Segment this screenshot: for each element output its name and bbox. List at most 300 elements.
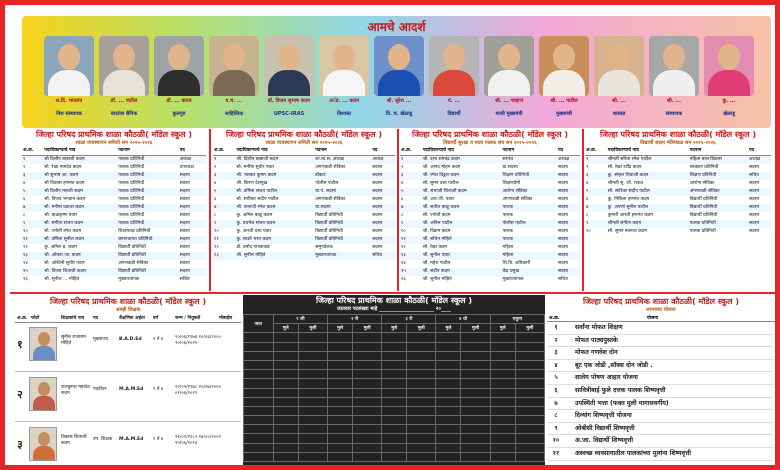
teacher-name: राजकुमार महादेव कदम: [61, 385, 90, 396]
role-model-card: [372, 36, 426, 136]
table-cell: २: [401, 165, 404, 170]
enrollment-cell: [436, 406, 461, 415]
table-cell: पालक प्रतिनिधी: [117, 204, 179, 212]
scheme-item: [547, 360, 773, 373]
enrollment-cell: [515, 397, 544, 406]
table-cell: मुख्याध्यापक: [118, 277, 140, 282]
table-cell: आरोग्य सेविका: [689, 181, 715, 186]
table-cell: सदस्य: [749, 181, 760, 186]
table-cell: शिक्षणतज्ञ प्रतिनिधी: [118, 229, 151, 234]
table-cell: १६: [23, 277, 28, 282]
role-model-name: श्री. ... पाटील: [550, 98, 578, 104]
enrollment-cell: [490, 452, 515, 461]
scheme-item: [547, 435, 773, 448]
role-model-description: मुख्यमंत्री: [556, 111, 572, 117]
table-cell: श्री. सुनील ... मोहिते: [44, 277, 80, 282]
teacher-dates: ११/०२/१९८२ १४/०८/२००९ १५/०६/२०२३: [175, 435, 221, 446]
enrollment-cell: [490, 379, 515, 388]
table-row: [213, 188, 395, 196]
teacher-class: १ ते ४: [153, 337, 164, 342]
table-cell: अंगणवाडी सेविका: [689, 188, 748, 196]
table-cell: सदस्य: [749, 213, 760, 218]
enrollment-cell: [353, 416, 382, 425]
table-cell: सदस्य: [748, 188, 771, 196]
role-model-description: वि. च. खेळाडू: [385, 111, 413, 117]
table-cell: श्री. संभाजी शिवाजी कदम: [422, 188, 502, 196]
enrollment-cell: [515, 370, 544, 379]
enrollment-cell: [298, 370, 327, 379]
table-cell: सदस्य: [179, 245, 190, 250]
role-model-name: डॉ. ... पाटील: [110, 98, 138, 104]
benefit-schemes-panel: [547, 297, 775, 465]
role-model-description: निश संस्थापक: [56, 111, 82, 117]
table-cell: सौ. रेखा रवींद्र कदम: [607, 165, 642, 170]
enrollment-cell: [461, 416, 490, 425]
teacher-photo: [29, 377, 57, 411]
panel-subtitle: विद्यार्थी सुरक्षा व माता पालक संघ सन २०२५-२०२६: [443, 140, 537, 146]
enrollment-row: [244, 452, 545, 461]
table-cell: ग्रा.पं. सदस्य: [314, 188, 371, 196]
enrollment-cell: [382, 397, 407, 406]
table-cell: ग्रामपंचायत प्रतिनिधी: [117, 236, 179, 244]
role-model-card: [427, 36, 481, 136]
committee-table: [213, 147, 395, 260]
table-cell: कु. अनिल बाळू कदम: [236, 213, 273, 218]
enrollment-cell: [328, 452, 353, 461]
enrollment-cell: [273, 360, 298, 369]
teacher-number: २: [17, 388, 23, 401]
enrollment-cell: [382, 342, 407, 351]
scheme-number: ७: [554, 399, 558, 407]
caste-wise-enrollment-table: [243, 295, 545, 465]
table-cell: विद्यार्थी प्रतिनिधी: [117, 252, 179, 260]
table-cell: ६: [401, 197, 404, 202]
table-cell: सौ. ज्योती रमेश कदम: [44, 229, 82, 234]
enrollment-row: [244, 351, 545, 360]
table-cell: पालक: [502, 229, 513, 234]
scheme-name: मोफत गणवेश दोन: [575, 349, 618, 357]
table-cell: महिला: [502, 252, 557, 260]
table-cell: ११: [400, 236, 422, 244]
enrollment-cell: [244, 434, 274, 443]
enrollment-cell: [273, 452, 298, 461]
table-cell: सदस्य: [557, 213, 568, 218]
scheme-item: [547, 372, 773, 385]
enrollment-cell: [353, 360, 382, 369]
enrollment-cell: [461, 397, 490, 406]
table-cell: सौ. सारिका संदीप पाटील: [236, 197, 279, 202]
teachers-header-cell: वर्ग: [153, 316, 159, 321]
table-row: [585, 164, 771, 172]
scheme-name: दिव्यांग शिष्यवृत्ती योजना: [575, 412, 632, 420]
table-cell: ४: [586, 181, 589, 186]
table-cell: १२: [214, 245, 219, 250]
enrollment-subheader: मुली: [515, 324, 544, 333]
enrollment-cell: [436, 360, 461, 369]
role-model-card: [262, 36, 316, 136]
enrollment-cell: [382, 434, 407, 443]
teacher-row: [15, 323, 243, 373]
table-cell: सदस्य: [557, 245, 568, 250]
table-cell: १: [22, 156, 43, 165]
table-cell: १४: [23, 261, 28, 266]
table-header-cell: अ.क्र.: [213, 147, 235, 156]
table-cell: सौ. मनीषा सुधीर पवार: [236, 165, 275, 170]
panel-title: जिल्हा परिषद प्राथमिक शाळा कौठळी( मॉडेल स्कूल ): [226, 130, 382, 139]
table-cell: शिक्षण प्रतिनिधी: [689, 172, 748, 180]
enrollment-row: [244, 342, 545, 351]
table-cell: सदस्य: [557, 236, 580, 244]
table-cell: उपाध्यक्ष: [179, 165, 194, 170]
table-cell: विद्यार्थी प्रतिनिधी: [117, 268, 179, 276]
enrollment-cell: [328, 406, 353, 415]
table-cell: सचिव: [371, 252, 395, 260]
enrollment-cell: [490, 425, 515, 434]
enrollment-cell: [298, 360, 327, 369]
enrollment-row: [244, 443, 545, 452]
table-cell: विद्यार्थी प्रतिनिधी: [118, 245, 146, 250]
table-header-cell: पदाधिकाऱ्याचे नाव: [43, 147, 117, 156]
table-cell: सदस्य: [749, 197, 760, 202]
enrollment-cell: [353, 351, 382, 360]
table-header-cell: पदनाम: [502, 147, 557, 156]
role-model-description: विश्वस्त: [337, 111, 351, 117]
role-model-description: UPSC-IRAS: [273, 111, 305, 117]
table-cell: सदस्य: [557, 197, 568, 202]
role-model-card: [152, 36, 206, 136]
role-model-description: माजी मुख्यमंत्री: [495, 111, 523, 117]
enrollment-cell: [244, 425, 274, 434]
enrollment-cell: [515, 434, 544, 443]
enrollment-row: [244, 416, 545, 425]
table-cell: श्री. दिलीप बाबाजी कदम: [235, 156, 314, 165]
table-header-cell: पदाधिकाऱ्याचे नाव: [607, 147, 689, 156]
scheme-number: ५: [554, 374, 558, 382]
scheme-item: [547, 385, 773, 398]
table-cell: सदस्य: [371, 236, 395, 244]
scheme-number: २: [554, 336, 558, 344]
table-cell: सदस्य: [557, 165, 568, 170]
table-row: [22, 196, 206, 204]
table-cell: सदस्य: [748, 204, 771, 212]
table-row: [400, 180, 580, 188]
table-cell: आरोग्य सेविका: [502, 188, 557, 196]
teacher-post: उप. शिक्षक: [93, 437, 113, 442]
table-cell: १५: [400, 268, 422, 276]
panel-divider: [397, 129, 399, 291]
scheme-name: सावित्रीबाई फुले दत्तक पालक शिष्यवृत्ती: [575, 387, 666, 394]
teachers-header-cell: शैक्षणिक अर्हता: [119, 316, 145, 321]
table-cell: सदस्य: [179, 204, 206, 212]
table-cell: श्री. आर.जी. पवार: [422, 197, 454, 202]
table-cell: सचिव: [557, 277, 568, 282]
table-cell: २: [586, 165, 589, 170]
teachers-header-cell: पद: [93, 316, 99, 321]
table-cell: पालक प्रतिनिधी: [117, 188, 179, 196]
enrollment-cell: [353, 443, 382, 452]
role-models-banner: [22, 16, 771, 128]
enrollment-subheader: मुले: [490, 324, 515, 333]
table-cell: श्री. रमेश विठ्ठल कदम: [422, 172, 502, 180]
table-cell: श्री. सुनील मोहिते: [235, 252, 314, 260]
enrollment-cell: [436, 443, 461, 452]
table-cell: श्री दिलीप मारुती कदम: [43, 188, 117, 196]
table-header-cell: अ.क्र.: [400, 147, 422, 156]
table-cell: पालक प्रतिनिधी: [118, 165, 145, 170]
enrollment-cell: [244, 351, 274, 360]
table-row: [585, 220, 771, 228]
enrollment-cell: [328, 425, 353, 434]
table-row: [400, 172, 580, 180]
table-cell: २: [23, 165, 26, 170]
enrollment-cell: [382, 351, 407, 360]
role-model-photo: [429, 36, 479, 96]
scheme-name: अस्वच्छ व्यवसायातील पालकांच्या मुलांना शिष्यवृत्ती: [575, 450, 692, 457]
table-cell: सदस्य: [557, 181, 568, 186]
table-cell: सदस्य: [179, 252, 206, 260]
enrollment-cell: [298, 333, 327, 342]
table-cell: श्री. संदीप कदम: [422, 268, 502, 276]
teacher-dates: १०/०६/१९७४ १०/०६/२००० २०/०६/२०२५: [175, 335, 221, 346]
table-row: [22, 252, 206, 260]
teachers-header-row: [15, 315, 241, 323]
table-cell: श्री. बाळकृष्ण पवार: [44, 213, 77, 218]
table-cell: अंगणवाडी सेविका: [315, 165, 346, 170]
table-cell: अध्यक्ष: [748, 156, 771, 165]
table-row: [22, 228, 206, 236]
table-cell: सौ. सारिका संदीप पाटील: [607, 188, 689, 196]
table-cell: अध्यक्ष: [371, 156, 395, 165]
scheme-item: [547, 322, 773, 335]
role-model-name: स.दि. भाउराव: [55, 98, 83, 104]
table-cell: श्री. दत्ता रामचंद्र कदम: [422, 156, 502, 165]
enrollment-cell: [328, 351, 353, 360]
table-cell: पोलीस पाटील: [502, 220, 557, 228]
enrollment-row: [244, 397, 545, 406]
table-cell: श्री. विजय शिवाजी कदम: [43, 268, 117, 276]
role-model-card: [42, 36, 96, 136]
table-cell: सदस्य: [557, 172, 580, 180]
table-cell: सदस्य: [179, 181, 190, 186]
role-model-photo: [44, 36, 94, 96]
table-header-cell: पद: [748, 147, 771, 156]
scheme-number: १: [554, 324, 558, 331]
table-cell: केंद्र प्रमुख: [502, 268, 557, 276]
enrollment-subheader: मुली: [298, 324, 327, 333]
table-cell: ४: [401, 181, 404, 186]
enrollment-cell: [244, 443, 274, 452]
teachers-header-cell: अ.क्र.: [17, 316, 28, 321]
enrollment-cell: [490, 360, 515, 369]
enrollment-cell: [461, 370, 490, 379]
table-row: [22, 180, 206, 188]
enrollment-cell: [244, 360, 274, 369]
table-cell: पालक प्रतिनिधी: [118, 181, 145, 186]
teacher-class: १ ते ४: [153, 387, 164, 392]
enrollment-cell: [461, 425, 490, 434]
panel-title: जिल्हा परिषद प्राथमिक शाळा कौठळी( मॉडेल स्कूल ): [412, 130, 568, 139]
enrollment-cell: [353, 425, 382, 434]
table-cell: सदस्य: [372, 181, 383, 186]
enrollment-cell: [298, 397, 327, 406]
role-model-card: [592, 36, 646, 136]
schemes-list: [547, 322, 775, 462]
enrollment-cell: [273, 443, 298, 452]
table-cell: २: [214, 165, 217, 170]
table-row: [22, 188, 206, 196]
table-header-cell: पद: [557, 147, 580, 156]
table-cell: सदस्य: [557, 204, 580, 212]
scheme-name: शालेय पोषण आहार योजना: [575, 374, 638, 382]
table-header-cell: पद: [371, 147, 395, 156]
enrollment-cell: [461, 406, 490, 415]
table-cell: सौ. रेखा नामदेव कदम: [44, 165, 82, 170]
table-cell: ६: [23, 197, 26, 202]
role-model-name: डॉ. ... कारव: [166, 98, 192, 104]
school-committee-panel: [213, 130, 395, 292]
enrollment-group-header: ४ थी: [436, 315, 490, 324]
table-cell: डॉ. प्रमोद गायकवाड: [236, 245, 270, 250]
enrollment-cell: [382, 379, 407, 388]
table-cell: पालक: [502, 236, 557, 244]
enrollment-cell: [461, 434, 490, 443]
table-cell: कु. साक्षी भरत कदम: [235, 236, 314, 244]
table-cell: सदस्य: [179, 261, 190, 266]
teachers-header-cell: मोबाईल: [219, 316, 233, 321]
enrollment-cell: [407, 388, 436, 397]
table-cell: ५: [585, 188, 607, 196]
enrollment-cell: [353, 406, 382, 415]
enrollment-cell: [407, 360, 436, 369]
table-row: [585, 228, 771, 236]
table-row: [585, 156, 771, 165]
teacher-number: १: [17, 338, 23, 351]
scheme-name: सर्वांना मोफत शिक्षण: [575, 324, 623, 331]
scheme-item: [547, 398, 773, 411]
table-cell: सचिव: [748, 172, 771, 180]
schemes-title: जिल्हा परिषद प्राथमिक शाळा कौठळी( मॉडेल स्कूल ): [583, 297, 739, 306]
table-cell: ३: [213, 172, 235, 180]
panel-divider: [209, 129, 211, 291]
enrollment-cell: [515, 342, 544, 351]
section-divider: [10, 292, 780, 294]
table-cell: सौ. ज्योती कदम: [422, 213, 451, 218]
table-cell: सदस्य: [557, 252, 580, 260]
scheme-number: १०: [552, 437, 560, 445]
enrollment-cell: [407, 406, 436, 415]
role-model-description: स्वातंत्र्य सैनिक: [110, 111, 138, 117]
table-cell: सौ. मनीषा प्रकाश कदम: [43, 204, 117, 212]
panel-subtitle: शाळा व्यवस्थापन समिती सन २०२५-२०२६: [265, 140, 343, 146]
table-cell: ५: [400, 188, 422, 196]
table-row: [400, 204, 580, 212]
enrollment-subheader: मुली: [407, 324, 436, 333]
enrollment-cell: [244, 379, 274, 388]
table-cell: ५: [213, 188, 235, 196]
table-cell: १५: [22, 268, 43, 276]
table-cell: श्री विकास हणमंत कदम: [44, 181, 85, 186]
table-row: [400, 156, 580, 165]
table-cell: ३: [22, 172, 43, 180]
enrollment-cell: [407, 379, 436, 388]
enrollment-cell: [273, 416, 298, 425]
scheme-number: ३: [554, 349, 558, 357]
enrollment-cell: [298, 452, 327, 461]
enrollment-cell: [490, 406, 515, 415]
enrollment-row: [244, 434, 545, 443]
table-row: [22, 172, 206, 180]
enrollment-cell: [407, 452, 436, 461]
table-cell: शा.व्य.स. अध्यक्ष: [314, 156, 371, 165]
table-cell: सौ. सुमन नवनाथ कदम: [607, 229, 647, 234]
enrollment-cell: [328, 434, 353, 443]
table-cell: ११: [213, 236, 235, 244]
role-model-card: [207, 36, 261, 136]
table-header-cell: पद: [179, 147, 206, 156]
table-cell: सदस्य: [372, 197, 383, 202]
table-cell: श्री. आनंद मोहन कदम: [422, 165, 461, 170]
table-cell: श्री दिलीप बाबाजी कदम: [43, 156, 117, 165]
table-cell: श्री. किरण देशमुख: [236, 181, 268, 186]
table-cell: ग्रा.सदस्य: [502, 165, 518, 170]
table-cell: ग्रा.सदस्य: [314, 204, 371, 212]
role-model-photo: [154, 36, 204, 96]
table-row: [213, 220, 395, 228]
table-cell: कु. अपर्णा सुनील पाटील: [607, 204, 689, 212]
table-cell: ७: [585, 204, 607, 212]
scheme-item: [547, 347, 773, 360]
table-cell: श्रीमती सु. जी. राऊत: [607, 181, 644, 186]
enrollment-cell: [353, 434, 382, 443]
table-row: [22, 156, 206, 165]
table-row: [22, 164, 206, 172]
table-cell: १२: [23, 245, 28, 250]
table-cell: सौ. सुमन दत्ता पाटील: [422, 181, 459, 186]
table-cell: सदस्य: [372, 245, 383, 250]
table-cell: सदस्य: [749, 229, 760, 234]
role-model-photo: [209, 36, 259, 96]
table-cell: सौ. अश्विनी सुधीर पवार: [44, 261, 85, 266]
table-cell: सदस्य: [179, 268, 206, 276]
enrollment-subheader: मुले: [328, 324, 353, 333]
role-model-card: [482, 36, 536, 136]
enrollment-cell: [407, 434, 436, 443]
role-model-name: श्री. सुरेश ...: [386, 98, 412, 104]
scheme-name: अ.जा. विद्यार्थी शिष्यवृत्ती: [575, 437, 633, 445]
table-cell: महिला बाल विकास: [689, 156, 748, 165]
table-cell: सचिव: [179, 277, 190, 282]
enrollment-cell: [382, 406, 407, 415]
table-row: [213, 156, 395, 165]
enrollment-cell: [407, 333, 436, 342]
table-row: [22, 212, 206, 220]
table-cell: कु. आरती दत्ता पवार: [236, 229, 272, 234]
scheme-name: ओबीसी विद्यार्थी शिष्यवृत्ती: [575, 424, 635, 432]
enrollment-cell: [407, 397, 436, 406]
enrollment-row: [244, 406, 545, 415]
teachers-header-cell: शिक्षकांचे नाव: [61, 316, 85, 321]
table-cell: श्री. सुनील पवार: [422, 252, 502, 260]
enrollment-cell: [407, 416, 436, 425]
role-model-name: य.च. ...: [225, 98, 243, 104]
table-row: [213, 164, 395, 172]
enrollment-row: [244, 360, 545, 369]
scheme-item: [547, 423, 773, 436]
table-row: [22, 260, 206, 268]
enrollment-cell: [273, 406, 298, 415]
enrollment-cell: [436, 370, 461, 379]
banner-title: आमचे आदर्श: [367, 20, 426, 34]
